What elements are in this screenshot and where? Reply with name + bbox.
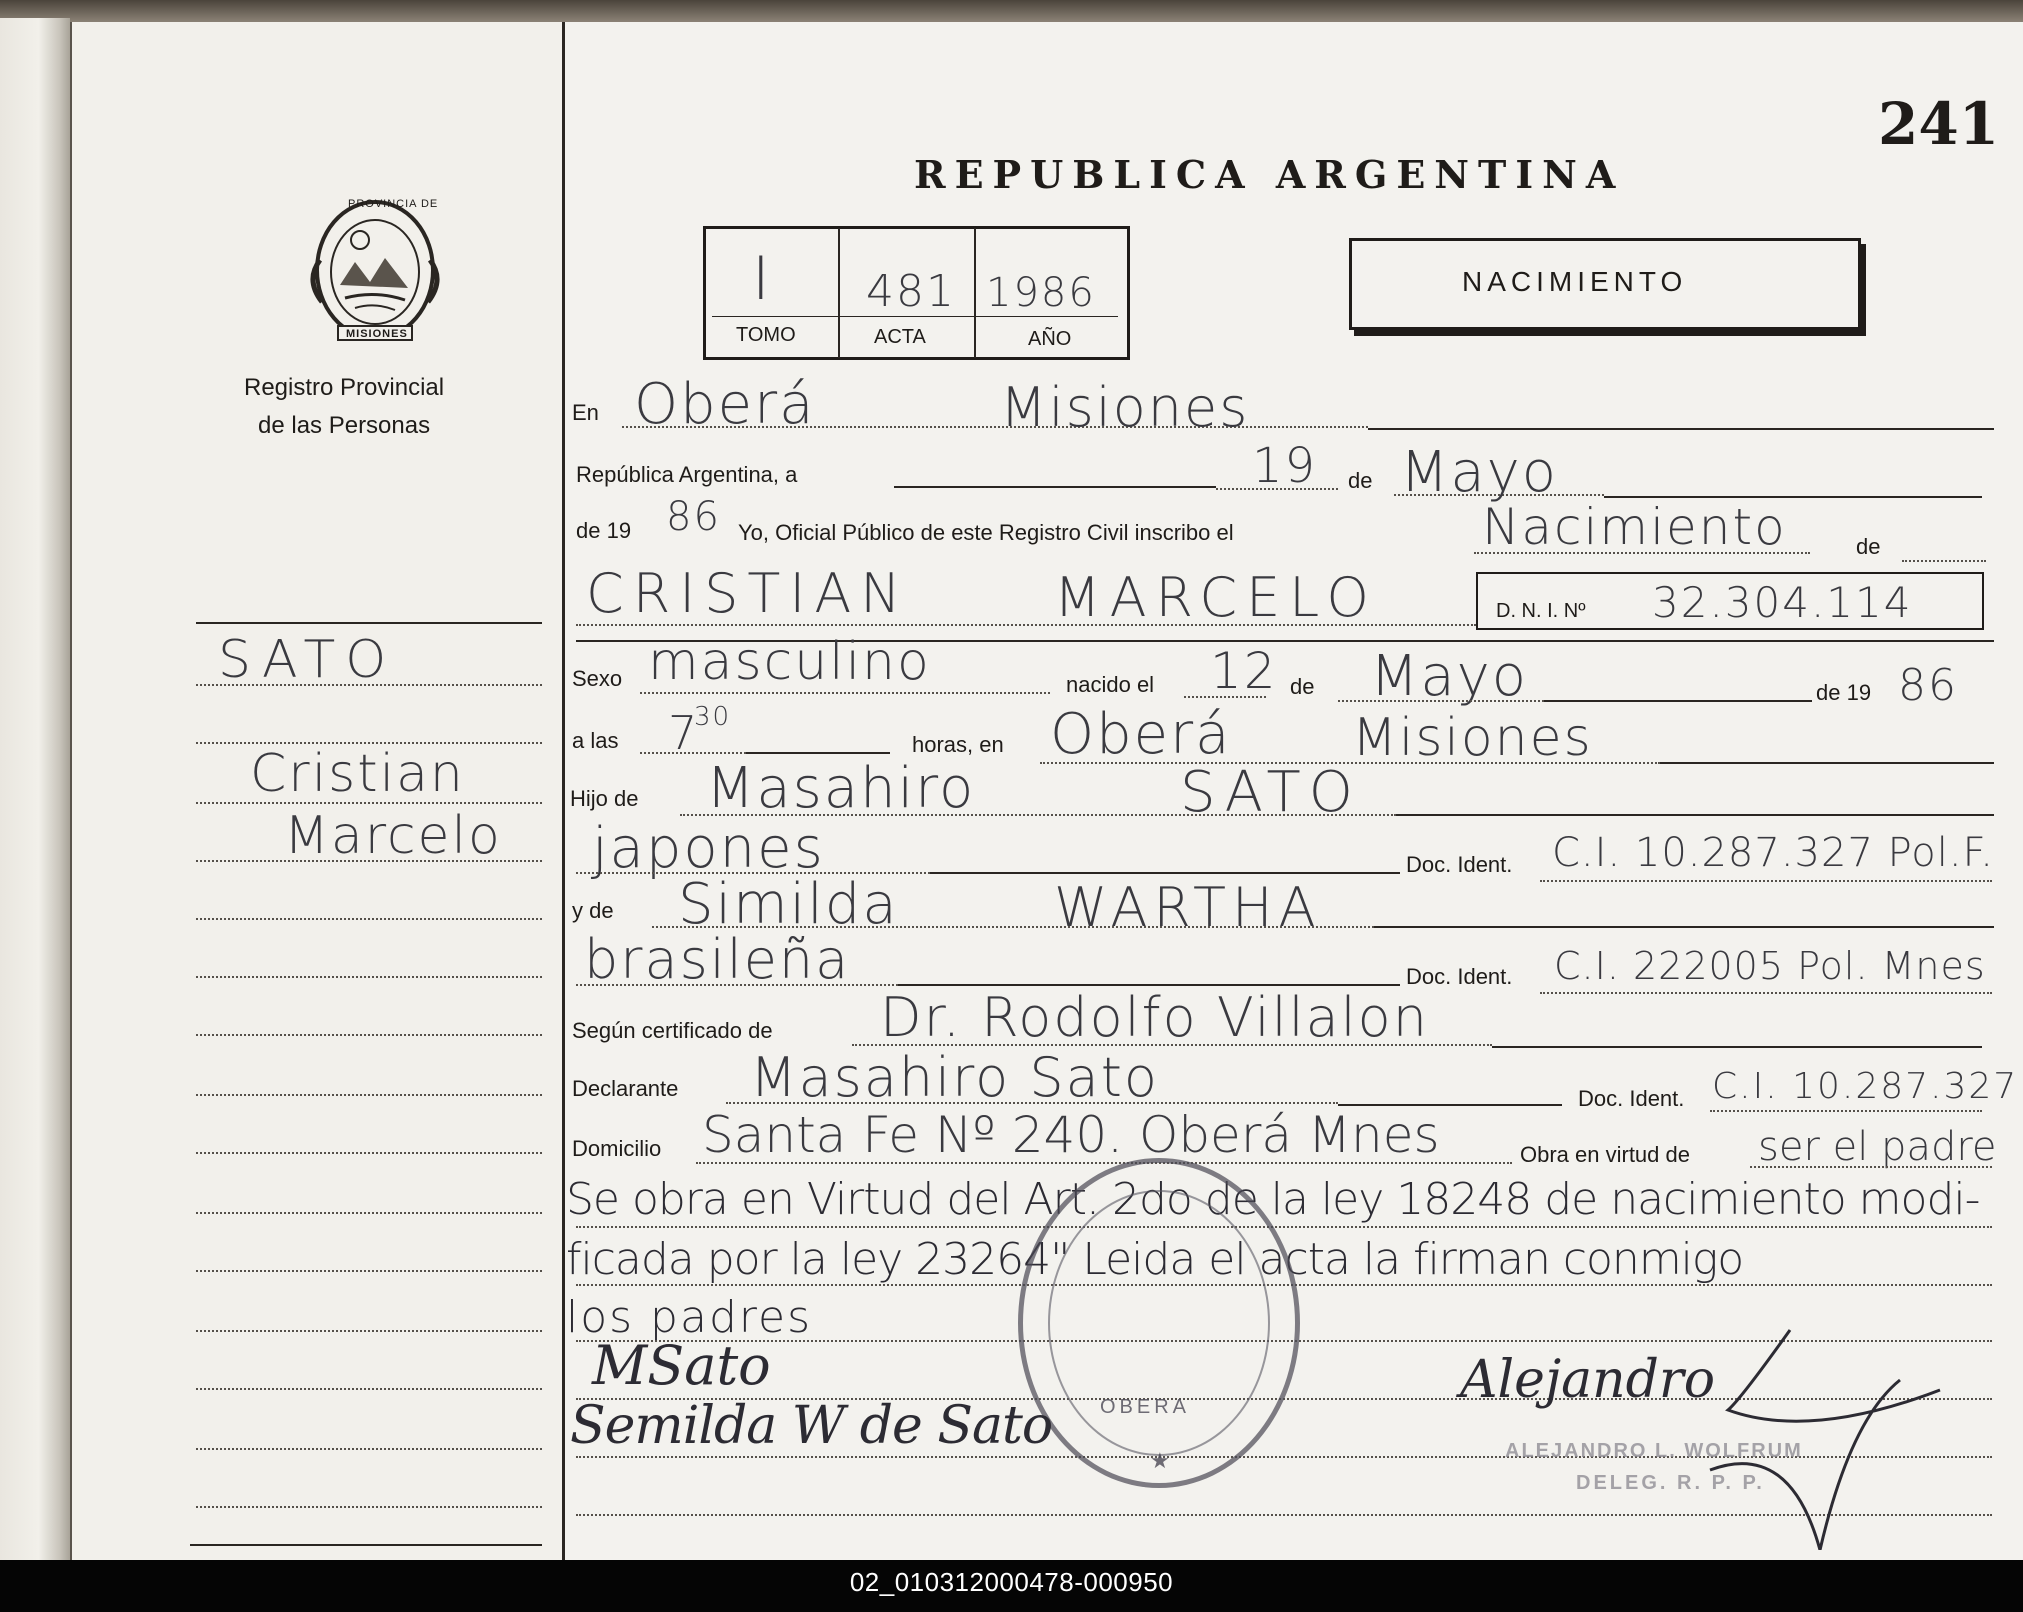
official-title-stamp: DELEG. R. P. P. <box>1576 1472 1765 1494</box>
label-declarante: Declarante <box>572 1076 679 1101</box>
image-caption: 02_010312000478-000950 <box>849 1567 1174 1597</box>
label-de-19: de 19 <box>576 518 632 543</box>
seal-text-bottom: MISIONES <box>346 328 408 340</box>
value-nombre-2: MARCELO <box>1054 566 1378 629</box>
value-padre-apellido: SATO <box>1180 760 1361 825</box>
value-padre-nombre: Masahiro <box>706 756 976 821</box>
mother-signature: Semilda W de Sato <box>570 1396 1053 1456</box>
label-doc-ident-2: Doc. Ident. <box>1406 964 1513 989</box>
record-type-label: NACIMIENTO <box>1462 266 1688 297</box>
value-padre-nacionalidad: japones <box>592 816 825 881</box>
stamp-city-label: OBERA <box>1100 1396 1191 1418</box>
value-acto: Nacimiento <box>1482 498 1787 556</box>
value-padre-doc: C.I. 10.287.327 Pol.F. <box>1552 830 1994 876</box>
value-lugar-nac: Oberá <box>1050 702 1232 767</box>
value-declarante: Masahiro Sato <box>750 1046 1159 1109</box>
margin-line <box>196 1448 542 1450</box>
line-declarante-doc <box>1710 1110 1982 1112</box>
margin-line <box>196 1212 542 1214</box>
margin-surname: SATO <box>218 630 397 690</box>
label-de-19-b: de 19 <box>1816 680 1872 705</box>
value-nombre: CRISTIAN <box>586 562 910 625</box>
margin-line <box>196 1506 542 1508</box>
margin-line <box>196 918 542 920</box>
value-sexo: masculino <box>648 632 931 692</box>
value-hora: 7 <box>668 706 700 760</box>
label-de-end: de <box>1856 534 1881 559</box>
line-mes-nac-end <box>1544 700 1812 702</box>
tomo-value: I <box>752 244 772 314</box>
anio-label: AÑO <box>1028 328 1072 350</box>
line-madre-doc <box>1540 992 1992 994</box>
line-obra <box>1750 1166 1992 1168</box>
label-dni: D. N. I. Nº <box>1496 600 1586 622</box>
label-de: de <box>1348 468 1373 493</box>
margin-line <box>196 976 542 978</box>
anio-value: 1986 <box>986 270 1096 316</box>
official-name-stamp: ALEJANDRO L. WOLFRUM <box>1505 1440 1803 1462</box>
registry-name-line1: Registro Provincial <box>244 374 445 401</box>
note-line-3: los padres <box>566 1292 812 1343</box>
value-madre-nombre: Similda <box>678 872 899 937</box>
value-madre-nacionalidad: brasileña <box>584 928 851 991</box>
margin-line <box>196 1152 542 1154</box>
box-divider <box>974 228 976 358</box>
margin-line <box>196 1094 542 1096</box>
book-edge <box>0 0 2023 22</box>
line-fecha-a <box>894 486 1216 488</box>
line-domicilio <box>696 1162 1512 1164</box>
box-divider <box>838 228 840 358</box>
value-declarante-doc: C.I. 10.287.327 <box>1712 1066 2019 1107</box>
value-mes-inscripcion: Mayo <box>1400 440 1559 505</box>
value-certificado: Dr. Rodolfo Villalon <box>880 986 1429 1049</box>
value-lugar: Oberá <box>634 372 816 437</box>
line-madre-nac <box>576 984 898 986</box>
value-dni: 32.304.114 <box>1652 578 1913 627</box>
star-icon: ★ <box>1150 1448 1170 1473</box>
line-de-end <box>1902 560 1986 562</box>
margin-line <box>196 1034 542 1036</box>
coat-of-arms-icon <box>300 190 450 350</box>
line-lugar-end <box>1368 428 1994 430</box>
label-a-las: a las <box>572 728 619 753</box>
line-dia-nac <box>1184 696 1266 698</box>
value-madre-apellido: WARTHA <box>1054 876 1322 939</box>
label-republica: República Argentina, a <box>576 462 798 487</box>
line-hora-end <box>746 752 890 754</box>
label-domicilio: Domicilio <box>572 1136 662 1161</box>
line-padre-nac-end <box>930 872 1400 874</box>
label-yo-oficial: Yo, Oficial Público de este Registro Civil inscribo el <box>738 520 1234 545</box>
label-en: En <box>572 400 599 425</box>
margin-line <box>196 1388 542 1390</box>
label-obra-en-virtud: Obra en virtud de <box>1520 1142 1690 1167</box>
acta-value: 481 <box>866 266 956 317</box>
line-padre-doc <box>1540 880 1992 882</box>
page-number: 241 <box>1878 90 2000 158</box>
note-line <box>576 1226 1992 1228</box>
label-horas-en: horas, en <box>912 732 1004 757</box>
label-doc-ident-3: Doc. Ident. <box>1578 1086 1685 1111</box>
value-provincia: Misiones <box>1000 376 1250 439</box>
signature-flourish <box>1700 1320 1960 1550</box>
acta-label: ACTA <box>874 326 926 348</box>
margin-line <box>196 1270 542 1272</box>
official-signature: Alejandro <box>1460 1350 1716 1410</box>
margin-rule <box>196 622 542 624</box>
line-padre-end <box>1396 814 1994 816</box>
margin-rule <box>190 1544 542 1546</box>
line-lugar-nac-end <box>1660 762 1994 764</box>
line-nombre <box>576 624 1476 626</box>
label-doc-ident-1: Doc. Ident. <box>1406 852 1513 877</box>
line-sexo <box>640 692 1050 694</box>
value-madre-doc: C.I. 222005 Pol. Mnes <box>1554 944 1986 988</box>
line-madre-end <box>1374 926 1994 928</box>
tomo-label: TOMO <box>736 324 796 346</box>
registry-name-line2: de las Personas <box>258 412 431 439</box>
note-line-2: ficada por la ley 23264" Leida el acta la firman conmigo <box>566 1234 1744 1285</box>
value-provincia-nac: Misiones <box>1352 708 1593 768</box>
line-certificado-end <box>1492 1046 1982 1048</box>
line-hora <box>640 752 746 754</box>
margin-line <box>196 1330 542 1332</box>
value-dia-nacimiento: 12 <box>1210 642 1278 700</box>
value-anio-inscripcion: 86 <box>666 494 721 540</box>
line-declarante <box>726 1102 1338 1104</box>
seal-text-top: PROVINCIA DE <box>348 198 439 210</box>
father-signature: MSato <box>592 1334 771 1397</box>
value-domicilio: Santa Fe Nº 240. Oberá Mnes <box>702 1106 1440 1164</box>
label-hijo-de: Hijo de <box>570 786 639 811</box>
value-mes-nacimiento: Mayo <box>1370 644 1529 709</box>
value-anio-nacimiento: 86 <box>1898 660 1958 711</box>
label-y-de: y de <box>572 898 614 923</box>
label-segun-certificado: Según certificado de <box>572 1018 773 1043</box>
line-mes-nac <box>1338 700 1544 702</box>
label-de-2: de <box>1290 674 1315 699</box>
label-nacido-el: nacido el <box>1066 672 1155 697</box>
book-binding <box>0 18 70 1560</box>
value-hora-min: 30 <box>694 702 732 732</box>
country-heading: REPUBLICA ARGENTINA <box>914 152 1625 197</box>
margin-given-name-2: Marcelo <box>284 806 502 866</box>
value-dia-inscripcion: 19 <box>1252 438 1318 494</box>
label-sexo: Sexo <box>572 666 623 691</box>
margin-given-name-1: Cristian <box>250 744 465 804</box>
value-obra: ser el padre <box>1758 1124 1997 1170</box>
note-line-1: Se obra en Virtud del Art. 2do de la ley 18248 de nacimiento modi- <box>566 1174 1980 1225</box>
